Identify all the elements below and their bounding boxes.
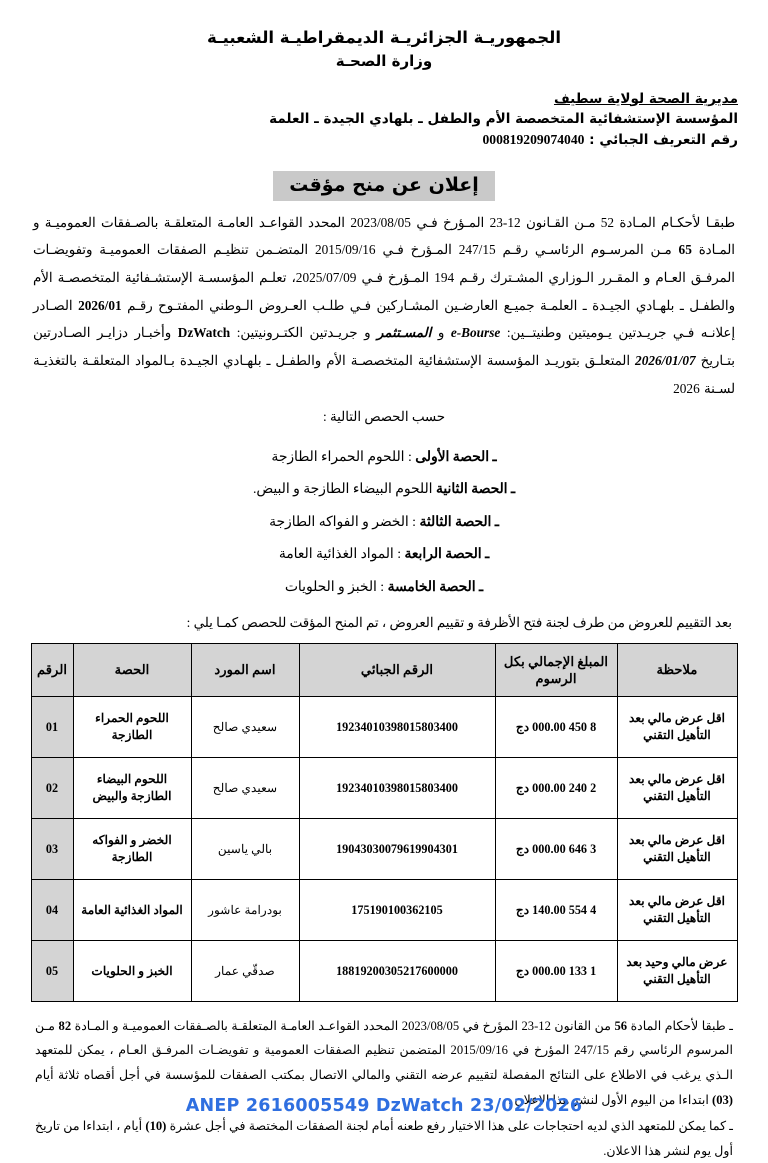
cell-number: 04 [31,879,73,940]
lot-label: ـ الحصة الثانية [435,481,516,497]
anep-reference: ANEP 2616005549 DzWatch 23/02/2026 [185,1096,583,1116]
lots-list [54,441,714,603]
republic-title: الجمهوريـة الجزائريـة الديمقراطيـة الشعبيـة [206,28,561,47]
lot-label: ـ الحصة الرابعة [404,546,490,562]
column-header-lot: الحصة [73,643,191,696]
ministry-title: وزارة الصحـة [335,51,433,70]
table-header-row [31,643,737,696]
evaluation-intro: بعد التقييم للعروض من طرف لجنة فتح الأظرفة و تقييم العروض ، تم المنح المؤقت للحصص كمـا يلي : [186,614,732,630]
legal-basis-paragraph: طبقـا لأحكـام المـادة 52 مـن القـانون 12-23 المـؤرخ فـي 2023/08/05 المحدد القواعـد العامـة المتعلقـة بالصـفقات العموميـة و المـادة 65 مـن المرسـوم الرئاسـي رقـم 247/15 المـؤرخ فـي 2015/09/16 المتضـمن تنظيـم الصفقات العموميـة وتفويضـات المرفـق العـام و المقـرر الـوزاري المشـترك رقـم 194 المـؤرخ فـي 2025/07/09، تعلـم المؤسسـة الإستشـفائية المتخصصـة الأم والطفـل ـ بلهـادي الجيـدة ـ العلمـة جميـع العارضـين المشـاركين فـي طلـب العـروض الـوطني المفتـوح رقـم 2026/01 الصـادر إعلانـه فـي جريـدتين يـوميتين وطنيتــين: e-Bourse و المسـتثمر و جريـدتين الكتـرونيتين: DzWatch وأخبـار دزايـر الصـادرتين بتـاريخ 2026/01/07 المتعلـق بتوريـد المؤسسة الإستشفائية المتخصصـة الأم والطفـل ـ بلهـادي الجيـدة بـالمواد المتعلقـة بالتغذيـة لسـنة 2026 [33,214,736,396]
tax-id-line [30,130,738,151]
lot-label: ـ الحصة الأولى [415,448,497,464]
column-header-tax-id: الرقم الجبائي [299,643,495,696]
cell-tax-id: 19043030079619904301 [299,818,495,879]
table-row [31,818,737,879]
list-item [54,441,714,473]
cell-amount: 3 646 000.00 دج [495,818,617,879]
cell-number: 03 [31,818,73,879]
cell-lot: اللحوم البيضاء الطازجة والبيض [73,757,191,818]
cell-supplier: صدقّي عمار [191,940,299,1001]
awards-table [31,643,738,1002]
list-item [54,473,714,505]
lot-value: : المواد الغذائية العامة [278,546,402,562]
lot-label: ـ الحصة الخامسة [387,578,484,594]
table-row [31,757,737,818]
cell-supplier: سعيدي صالح [191,696,299,757]
cell-lot: المواد الغذائية العامة [73,879,191,940]
cell-note: اقل عرض مالي بعد التأهيل التقني [617,879,737,940]
cell-amount: 2 240 000.00 دج [495,757,617,818]
footer-notes [35,1014,733,1163]
announcement-title-wrap [30,171,738,201]
cell-supplier: بالي ياسين [191,818,299,879]
table-body [31,696,737,1001]
cell-supplier: بودرامة عاشور [191,879,299,940]
cell-lot: اللحوم الحمراء الطازجة [73,696,191,757]
cell-amount: 4 554 140.00 دج [495,879,617,940]
lot-value: اللحوم البيضاء الطازجة و البيض. [252,481,433,497]
table-row [31,940,737,1001]
table-row [31,696,737,757]
document-header-right [30,89,738,151]
lot-label: ـ الحصة الثالثة [419,513,499,529]
cell-lot: الخضر و الفواكه الطازجة [73,818,191,879]
cell-number: 05 [31,940,73,1001]
cell-amount: 8 450 000.00 دج [495,696,617,757]
cell-number: 02 [31,757,73,818]
document-header-center [30,26,738,73]
cell-tax-id: 18819200305217600000 [299,940,495,1001]
cell-tax-id: 19234010398015803400 [299,696,495,757]
tax-id-value: 000819209074040 [482,131,585,147]
list-item [54,506,714,538]
column-header-note: ملاحظة [617,643,737,696]
cell-tax-id: 175190100362105 [299,879,495,940]
list-item [54,538,714,570]
cell-amount: 1 133 000.00 دج [495,940,617,1001]
health-directorate: مديرية الصحة لولاية سطيف [553,90,738,107]
announcement-title: إعلان عن منح مؤقت [273,171,495,201]
column-header-amount: المبلغ الإجمالي بكل الرسوم [495,643,617,696]
column-header-number: الرقم [31,643,73,696]
table-row [31,879,737,940]
note-appeal-commission: ـ كما يمكن للمتعهد الذي لديه احتجاجات على هذا الاختيار رفع طعنه أمام لجنة الصفقات المختصة في أجل عشرة (10) أيام ، ابتداءا من تاريخ أول يوم لنشر هذا الاعلان. [35,1119,733,1158]
column-header-supplier: اسم المورد [191,643,299,696]
note-appeal-technical: ـ طبقا لأحكام المادة 56 من القانون 12-23 المؤرخ في 2023/08/05 المحدد القواعـد العامـة المتعلقـة بالصـفقات العموميـة و المـادة 82 مـن المرسوم الرئاسي رقم 247/15 المؤرخ في 2015/09/16 المتضمن تنظيم الصفقات العمومية و تفويضـات المرفـق العـام ، يمكن للمتعهد الـذي يرغب في الاطلاع على النتائج المفصلة لتقييم عرضه التقني والمالي الاتصال بمكتب الصفقات للمؤسسة في أجل أقصاه ثلاثة أيام (03) ابتداءا من اليوم الأول لنشر هذا الإعلان . [35,1018,733,1107]
lot-value: : اللحوم الحمراء الطازجة [271,448,412,464]
cell-note: اقل عرض مالي بعد التأهيل التقني [617,757,737,818]
cell-tax-id: 19234010398015803400 [299,757,495,818]
table-header [31,643,737,696]
lot-value: : الخضر و الفواكه الطازجة [269,513,417,529]
cell-note: اقل عرض مالي بعد التأهيل التقني [617,696,737,757]
cell-note: عرض مالي وحيد بعد التأهيل التقني [617,940,737,1001]
lot-value: : الخبز و الحلويات [284,578,385,594]
cell-note: اقل عرض مالي بعد التأهيل التقني [617,818,737,879]
establishment-name: المؤسسة الإستشفائية المتخصصة الأم والطفل ـ بلهادي الجيدة ـ العلمة [269,111,738,128]
cell-number: 01 [31,696,73,757]
lots-intro-line: حسب الحصص التالية : [323,409,445,425]
list-item [54,571,714,603]
cell-supplier: سعيدي صالح [191,757,299,818]
cell-lot: الخبز و الحلويات [73,940,191,1001]
tax-id-label: رقم التعريف الجبائي : [589,131,738,148]
